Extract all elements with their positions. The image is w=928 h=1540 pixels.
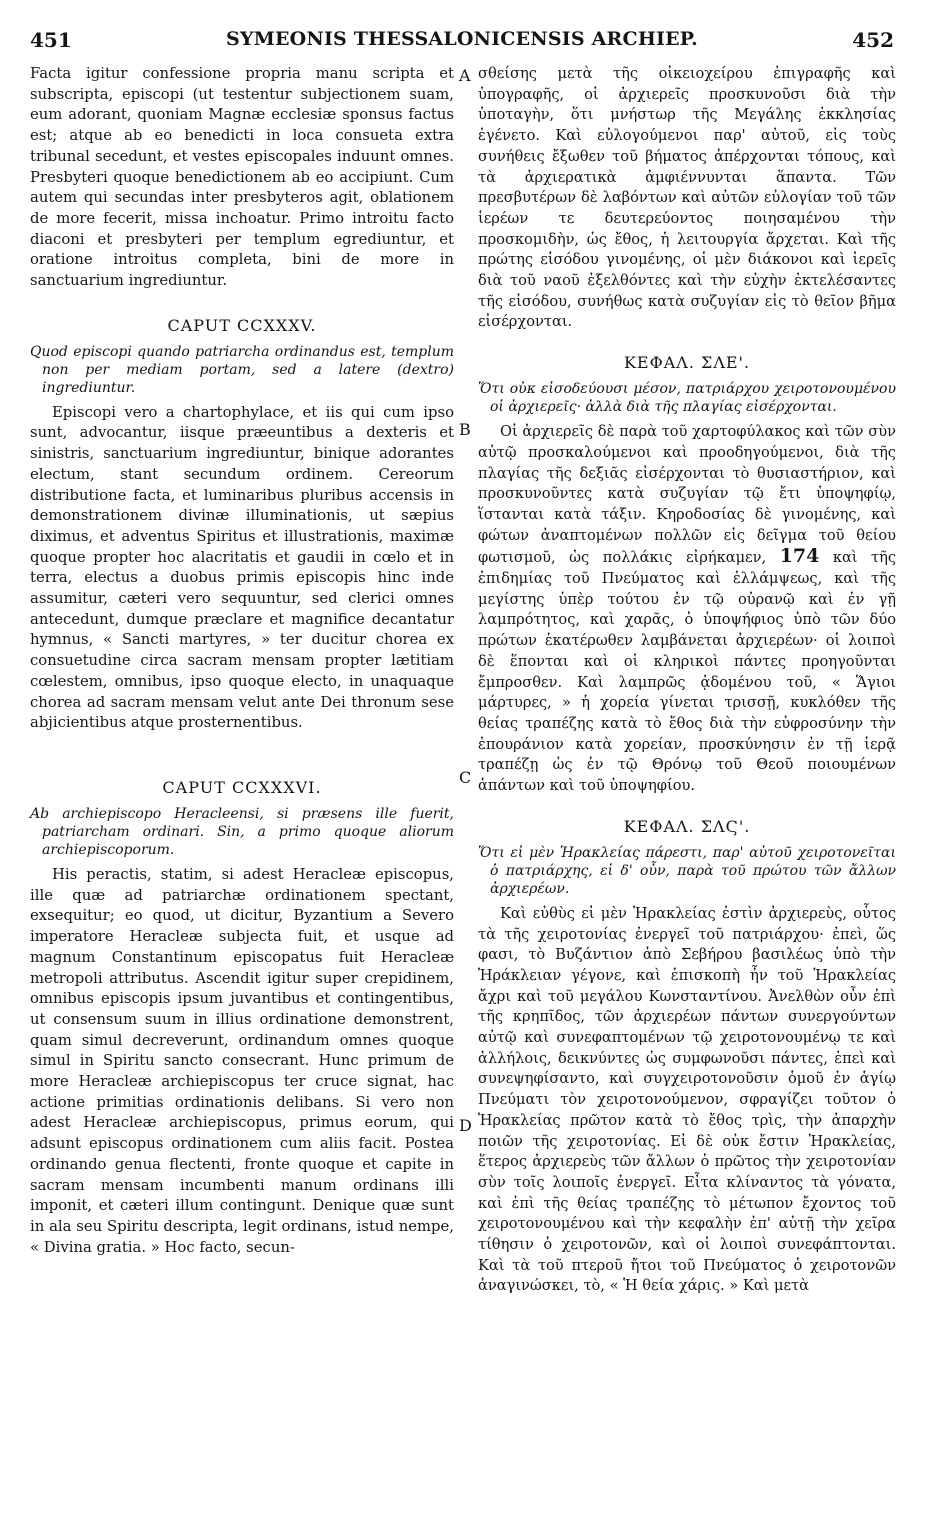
section-marker-b: B (459, 420, 471, 439)
page-number-right: 452 (852, 28, 894, 52)
section-marker-d: D (459, 1116, 472, 1135)
section-marker-c: C (459, 768, 472, 787)
column-number: 174 (779, 545, 820, 568)
latin-intro-paragraph: Facta igitur confessione propria manu scripta et subscripta, episcopi (ut testentur subjectionem suam, eum adorant, quoniam Magnæ ecclesiæ sponsus factus est; atque ab eo benedicti in loca consueta extra tribunal secedunt, et vestes episcopales induunt omnes. Presbyteri quoque benedictionem ab eo accipiunt. Cum autem qui secundas inter presbyteros agit, oblationem de more fecerit, missa inchoatur. Primo introitu facto diaconi et presbyteri per templum egrediuntur, et oratione introitus completa, bini de more in sanctuarium ingrediuntur. (30, 65, 454, 290)
running-title: SYMEONIS THESSALONICENSIS ARCHIEP. (226, 28, 698, 50)
greek-text-235-part2: καὶ τῆς ἐπιδημίας τοῦ Πνεύματος καὶ ἐλλάμψεως, καὶ τῆς μεγίστης ὑπὲρ τούτου ἐν τῷ οὐρανῷ καὶ ἐν γῇ λαμπρότητος, καὶ χαρᾶς, ὁ ὑποψήφιος ὑπὸ τῶν δύο πρώτων ἑκατέρωθεν λαμβάνεται ἀρχιερέων· οἱ λοιποὶ δὲ ἕπονται καὶ οἱ κληρικοὶ πάντες προηγοῦνται ἔμπροσθεν. Καὶ λαμπρῶς ᾀδομένου τοῦ, « Ἅγιοι μάρτυρες, » ἡ χορεία γίνεται τρισσῇ, κυκλόθεν τῆς θείας τραπέζης κατὰ τὸ ἔθος διὰ τὴν εὐφροσύνην τὴν ἐπουράνιον κατὰ χορείαν, προσκύνησιν ἐν τῇ ἱερᾷ τραπέζῃ ὡς ἐν τῷ Θρόνῳ τοῦ Θεοῦ ποιουμένων ἁπάντων καὶ τοῦ ὑποψηφίου. (478, 549, 897, 795)
page-number-left: 451 (30, 28, 72, 52)
latin-chapter-heading-236: CAPUT CCXXXVI. (162, 777, 322, 797)
latin-chapter-heading-235: CAPUT CCXXXV. (167, 315, 317, 335)
greek-text-235-part1: Οἱ ἀρχιερεῖς δὲ παρὰ τοῦ χαρτοφύλακος καὶ τῶν σὺν αὐτῷ προσκαλούμενοι καὶ προοδηγούμενοι, διὰ τῆς πλαγίας τῆς δεξιᾶς εἰσέρχονται τὸ θυσιαστήριον, καὶ προσκυνοῦντες κατὰ συζυγίαν τῷ ἔτι ὑποψηφίῳ, ἵστανται κατὰ τάξιν. Κηροδοσίας δὲ γινομένης, καὶ φώτων ἀναπτομένων πολλῶν εἰς δεῖγμα τοῦ θείου φωτισμοῦ, ὡς πολλάκις εἰρήκαμεν, (478, 423, 896, 567)
running-header (30, 28, 894, 54)
latin-chapter-summary-236: Ab archiepiscopo Heracleensi, si præsens ille fuerit, patriarcham ordinari. Sin, a primo quoque aliorum archiepiscoporum. (30, 805, 454, 858)
latin-chapter-text-235: Episcopi vero a chartophylace, et iis qui cum ipso sunt, advocantur, iisque præeuntibus a dexteris et sinistris, sanctuarium ingrediuntur, binique adorantes electum, stant secundum ordinem. Cereorum distributione facta, et luminaribus pluribus accensis in demonstrationem divinæ illuminationis, ut sæpius diximus, et adventus Spiritus et illustrationis, maximæ quoque propter hoc alacritatis et gaudii in cœlo et in terra, electus a duobus primis episcopis hinc inde assumitur, cæteri vero sequuntur, sed clerici omnes antecedunt, dumque præclare et magnifice decantatur hymnus, « Sancti martyres, » ter ducitur chorea ex consuetudine circa sacram mensam propter lætitiam cœlestem, omnibus, ipso quoque electo, in unaquaque chorea ad sacram mensam velut ante Dei thronum sese abjicientibus atque prosternentibus. (30, 403, 454, 732)
latin-chapter-summary-235: Quod episcopi quando patriarcha ordinandus est, templum non per mediam portam, sed a latere (dextro) ingrediuntur. (30, 343, 454, 396)
greek-chapter-heading-235: ΚΕΦΑΛ. ΣΛΕ'. (623, 353, 751, 373)
greek-chapter-text-235 (478, 422, 896, 797)
greek-chapter-text-236: Καὶ εὐθὺς εἰ μὲν Ἡρακλείας ἐστὶν ἀρχιερεὺς, οὗτος τὰ τῆς χειροτονίας ἐνεργεῖ τοῦ πατριάρχου· ἐπεὶ, ὥς φασι, τὸ Βυζάντιον ἀπὸ Σεβήρου βασιλέως ὑπὸ τὴν Ἡράκλειαν γέγονε, καὶ ἐπισκοπὴ ἦν τοῦ Ἡρακλείας ἄχρι καὶ τοῦ μεγάλου Κωνσταντίνου. Ἀνελθὼν οὖν ἐπὶ τῆς κρηπῖδος, τῶν ἀρχιερέων πάντων συνεργούντων αὐτῷ καὶ συνεφαπτομένων τῷ χειροτονουμένῳ τε καὶ ἀλλήλοις, δεικνύντες ὡς συμφωνοῦσι πάντες, ἐπεὶ καὶ συνεψηφίσαντο, καὶ συγχειροτονοῦσιν ὁμοῦ ἐν ἁγίῳ Πνεύματι τὸν χειροτονούμενον, σφραγίζει τοῦτον ὁ Ἡρακλείας πρῶτον κατὰ τὸ ἔθος τρὶς, τὴν ἀπαρχὴν ποιῶν τῆς χειροτονίας. Εἰ δὲ οὐκ ἔστιν Ἡρακλείας, ἕτερος ἀρχιερεὺς τῶν ἄλλων ὁ πρῶτος τὴν χειροτονίαν σὺν τοῖς λοιποῖς ἐνεργεῖ. Εἶτα κλίναντος τὰ γόνατα, καὶ ἐπὶ τῆς θείας τραπέζης τὸ μέτωπον ἔχοντος τοῦ χειροτονουμένου καὶ τὴν κεφαλὴν ἐπ' αὐτῇ τὴν χεῖρα τίθησιν ὁ χειροτονῶν, καὶ οἱ λοιποὶ συνεφάπτονται. Καὶ τὰ τοῦ πτεροῦ ἤτοι τοῦ Πνεύματος ὁ χειροτονῶν ἀναγινώσκει, τὸ, « Ἡ θεία χάρις. » Καὶ μετὰ (478, 904, 896, 1295)
greek-chapter-summary-235: Ὅτι οὐκ εἰσοδεύουσι μέσον, πατριάρχου χειροτονουμένου οἱ ἀρχιερεῖς· ἀλλὰ διὰ τῆς πλαγίας εἰσέρχονται. (478, 381, 896, 416)
section-marker-a: A (459, 66, 471, 85)
greek-column (478, 64, 896, 1297)
greek-chapter-heading-236: ΚΕΦΑΛ. ΣΛϚ'. (623, 816, 751, 836)
greek-intro-paragraph: σθείσης μετὰ τῆς οἰκειοχείρου ἐπιγραφῆς καὶ ὑπογραφῆς, οἱ ἀρχιερεῖς προσκυνοῦσι διὰ τὴν ὑποταγὴν, ὅτι μνήστωρ τῆς Μεγάλης ἐκκλησίας ἐγένετο. Καὶ εὐλογούμενοι παρ' αὐτοῦ, εἰς τοὺς συνήθεις ἔξωθεν τοῦ βήματος ἀπέρχονται τόπους, καὶ τὰ ἀρχιερατικὰ ἀμφιέννυνται ἅπαντα. Τῶν πρεσβυτέρων δὲ λαβόντων καὶ αὐτῶν εὐλογίαν τοῦ τῶν ἱερέων τε δευτερεύοντος ποιησαμένου τὴν προσκομιδὴν, ὡς ἔθος, ἡ λειτουργία ἄρχεται. Καὶ τῆς πρώτης εἰσόδου γινομένης, οἱ μὲν διάκονοι καὶ ἱερεῖς διὰ τοῦ ναοῦ ἐξελθόντες καὶ τὴν εὐχὴν ἐκτελέσαντες τῆς εἰσόδου, συνήθως κατὰ συζυγίαν εἰς τὸ θεῖον βῆμα εἰσέρχονται. (478, 65, 896, 331)
greek-chapter-summary-236: Ὅτι εἰ μὲν Ἡρακλείας πάρεστι, παρ' αὐτοῦ χειροτονεῖται ὁ πατριάρχης, εἰ δ' οὖν, παρὰ τοῦ πρώτου τῶν ἄλλων ἀρχιερέων. (478, 844, 896, 897)
latin-column (30, 64, 454, 1258)
latin-chapter-text-236: His peractis, statim, si adest Heracleæ episcopus, ille quæ ad patriarchæ ordinationem spectant, exsequitur; eo quod, ut dicitur, Byzantium a Severo imperatore Heracleæ subjecta fuit, et usque ad magnum Constantinum episcopatus fuit Heracleæ metropoli attributus. Ascendit igitur super crepidinem, omnibus episcopis ipsum juvantibus et contingentibus, ut consensum suum in illius ordinatione demonstrent, quam simul decreverunt, ordinandum omnes quoque simul in Spiritu sancto consecrant. Hunc primum de more Heracleæ archiepiscopus ter cruce signat, hac actione primitias ordinationis delibans. Si vero non adest Heracleæ archiepiscopus, primus eorum, qui adsunt episcopus ordinationem cum aliis facit. Postea ordinando genua flectenti, fronte quoque et capite in sacram mensam incumbenti manum ordinans illi imponit, et cæteri illum contingunt. Denique quæ sunt in ala seu Spiritu descripta, legit ordinans, istud nempe, « Divina gratia. » Hoc facto, secun- (30, 865, 454, 1256)
